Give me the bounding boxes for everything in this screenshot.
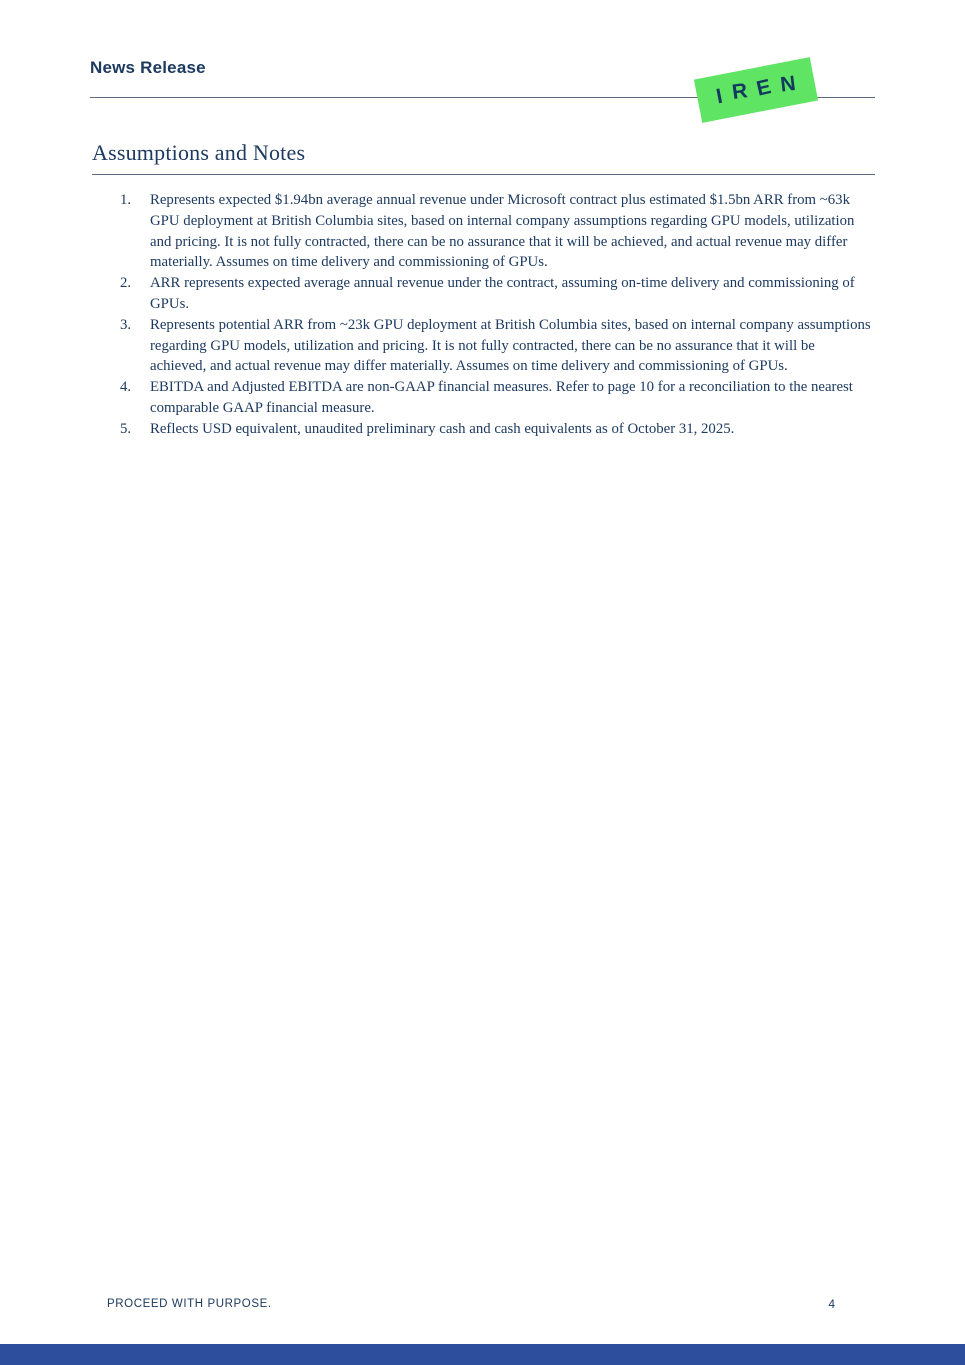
section-title: Assumptions and Notes <box>92 140 306 165</box>
notes-list <box>92 190 874 440</box>
logo-letter: R <box>730 79 749 105</box>
note-number: 4. <box>120 379 132 396</box>
note-number: 1. <box>120 192 132 208</box>
note-text: EBITDA and Adjusted EBITDA are non-GAAP financial measures. Refer to page 10 for a reconciliation to the nearest comparable GAAP financial measure. <box>150 379 853 416</box>
list-item <box>92 377 874 419</box>
logo-letter: N <box>779 71 797 97</box>
note-text: Reflects USD equivalent, unaudited preliminary cash and cash equivalents as of October 31, 2025. <box>150 420 735 437</box>
list-item <box>92 419 874 440</box>
note-text: Represents expected $1.94bn average annual revenue under Microsoft contract plus estimated $1.5bn ARR from ~63k GPU deployment at British Columbia sites, based on internal company assumptions regarding GPU models, utilization and pricing. It is not fully contracted, there can be no assurance that it will be achieved, and actual revenue may differ materially. Assumes on time delivery and commissioning of GPUs. <box>150 192 855 271</box>
page-footer <box>107 1297 835 1311</box>
note-text: ARR represents expected average annual revenue under the contract, assuming on-time delivery and commissioning of GPUs. <box>150 275 855 312</box>
section-heading <box>92 140 875 175</box>
page-number: 4 <box>828 1297 835 1311</box>
bottom-accent-bar <box>0 1344 965 1365</box>
section-rule <box>92 174 875 175</box>
logo-letter: I <box>714 84 725 109</box>
note-number: 3. <box>120 316 132 333</box>
footer-tagline: PROCEED WITH PURPOSE. <box>107 1298 272 1310</box>
list-item <box>92 273 874 315</box>
header-title: News Release <box>90 58 206 77</box>
note-number: 5. <box>120 420 132 437</box>
note-number: 2. <box>120 275 132 292</box>
logo-letter: E <box>754 75 774 101</box>
list-item <box>92 190 874 273</box>
list-item <box>92 315 874 377</box>
note-text: Represents potential ARR from ~23k GPU deployment at British Columbia sites, based on internal company assumptions regarding GPU models, utilization and pricing. It is not fully contracted, there can be no assurance that it will be achieved, and actual revenue may differ materially. Assumes on time delivery and commissioning of GPUs. <box>150 316 871 375</box>
